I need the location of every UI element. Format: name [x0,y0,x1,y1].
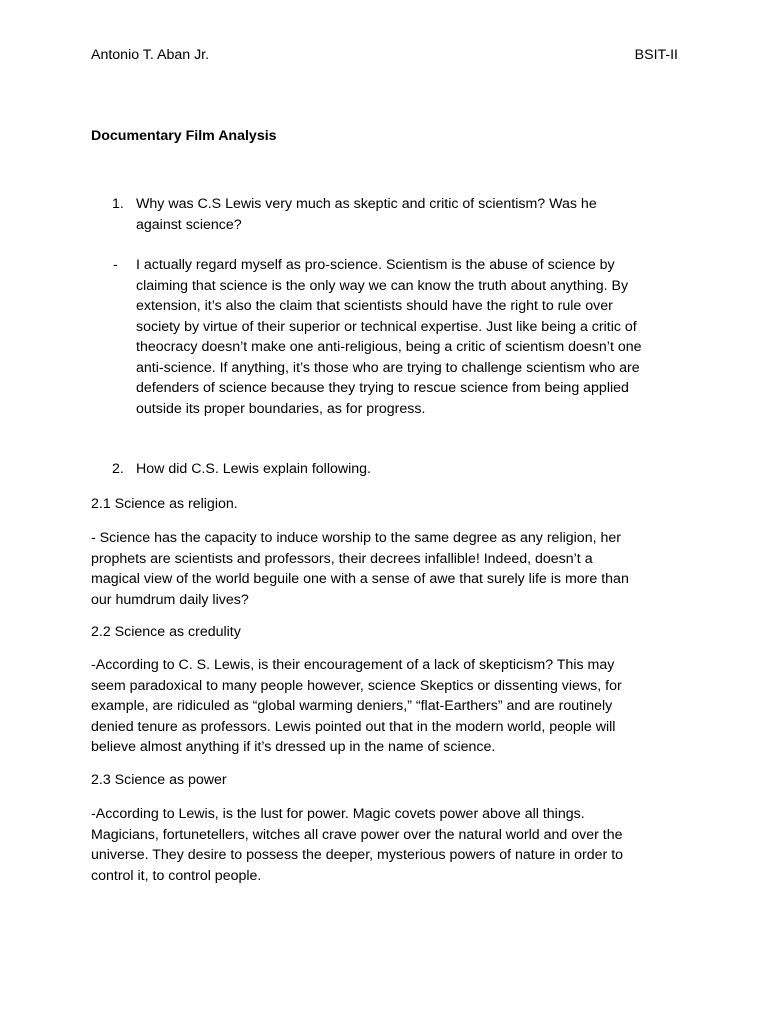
answer-1-line: anti-science. If anything, it’s those who are trying to challenge scientism who are [136,359,640,376]
section-2-2-line: seem paradoxical to many people however, science Skeptics or dissenting views, for [91,677,622,694]
question-1-number: 1. [112,196,124,212]
section-2-3-line: -According to Lewis, is the lust for power. Magic covets power above all things. [91,806,585,822]
section-2-3-heading: 2.3 Science as power [91,772,227,788]
answer-1-line: extension, it’s also the claim that scientists should have the right to rule over [136,298,613,314]
answer-1-line: claiming that science is the only way we can know the truth about anything. By [136,277,629,294]
answer-1-line: defenders of science because they trying to rescue science from being applied [136,380,629,396]
section-2-3-line: Magicians, fortunetellers, witches all crave power over the natural world and over the [91,826,623,843]
author-name: Antonio T. Aban Jr. [91,47,210,63]
section-2-2-line: believe almost anything if it’s dressed up in the name of science. [91,739,496,755]
section-2-2-heading: 2.2 Science as credulity [91,624,241,640]
section-2-1-body [91,528,681,610]
answer-1-line: society by virtue of their superior or technical expertise. Just like being a critic of [136,318,637,335]
section-2-1-line: prophets are scientists and professors, their decrees infallible! Indeed, doesn’t a [91,550,593,567]
section-2-1-line: - Science has the capacity to induce worship to the same degree as any religion, her [91,530,621,546]
section-2-3-body [91,804,681,886]
section-2-2-line: -According to C. S. Lewis, is their encouragement of a lack of skepticism? This may [91,657,615,673]
section-2-1-line: our humdrum daily lives? [91,591,249,608]
class-section: BSIT-II [634,47,678,63]
answer-1-marker: - [113,257,118,273]
page-title: Documentary Film Analysis [91,128,277,144]
answer-1-text [136,255,676,419]
section-2-1-heading: 2.1 Science as religion. [91,496,238,512]
question-2-text: How did C.S. Lewis explain following. [136,461,371,477]
answer-1-line: theocracy doesn’t make one anti-religious, being a critic of scientism doesn’t one [136,339,642,355]
question-1-line: against science? [136,216,242,233]
section-2-2-line: example, are ridiculed as “global warming deniers,” “flat-Earthers” and are routinely [91,698,613,714]
question-2-number: 2. [112,461,124,477]
question-1-line: Why was C.S Lewis very much as skeptic and critic of scientism? Was he [136,196,597,212]
section-2-2-line: denied tenure as professors. Lewis pointed out that in the modern world, people will [91,718,616,735]
section-2-2-body [91,655,681,758]
section-2-3-line: universe. They desire to possess the deeper, mysterious powers of nature in order to [91,847,624,863]
question-1-text [136,194,676,235]
section-2-1-line: magical view of the world beguile one with a sense of awe that surely life is more than [91,571,629,587]
answer-1-line: outside its proper boundaries, as for progress. [136,400,426,417]
section-2-3-line: control it, to control people. [91,867,262,884]
answer-1-line: I actually regard myself as pro-science. Scientism is the abuse of science by [136,257,615,273]
